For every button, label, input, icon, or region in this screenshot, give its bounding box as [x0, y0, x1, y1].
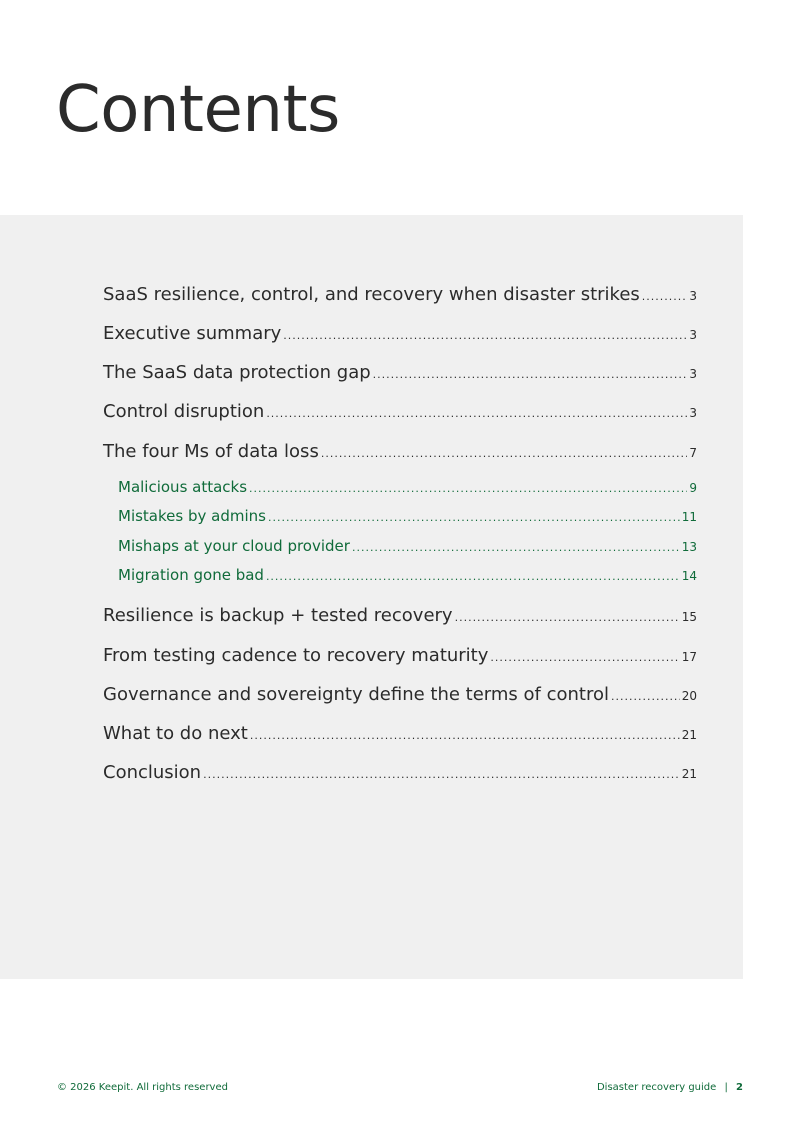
toc-entry-data-protection-gap[interactable] [103, 362, 697, 383]
toc-entry-resilience-backup[interactable] [103, 605, 697, 626]
toc-entry-page: 9 [689, 481, 697, 495]
toc-leader-dots [490, 651, 679, 664]
toc-entry-label: The SaaS data protection gap [103, 362, 371, 383]
toc-entry-page: 3 [689, 367, 697, 381]
toc-leader-dots [266, 407, 687, 420]
toc-leader-dots [373, 368, 688, 381]
toc-leader-dots [249, 482, 687, 495]
footer-guide-info [597, 1082, 743, 1093]
toc-entry-page: 21 [681, 728, 697, 742]
toc-entry-label: Malicious attacks [118, 478, 248, 496]
toc-leader-dots [266, 570, 680, 583]
toc-entry-mistakes-by-admins[interactable] [118, 507, 697, 525]
toc-entry-page: 20 [681, 689, 697, 703]
toc-entry-executive-summary[interactable] [103, 323, 697, 344]
toc-entry-label: Control disruption [103, 401, 265, 422]
toc-entry-label: What to do next [103, 723, 248, 744]
toc-entry-page: 13 [681, 540, 697, 554]
toc-leader-dots [321, 447, 688, 460]
toc-entry-saas-resilience[interactable] [103, 284, 697, 305]
toc-leader-dots [283, 329, 687, 342]
toc-entry-label: Mistakes by admins [118, 507, 266, 525]
toc-entry-label: Executive summary [103, 323, 282, 344]
toc-leader-dots [455, 611, 680, 624]
table-of-contents-panel [0, 215, 743, 979]
footer-page-number: 2 [736, 1082, 743, 1093]
toc-entry-page: 14 [681, 569, 697, 583]
toc-entry-label: Resilience is backup + tested recovery [103, 605, 453, 626]
toc-entry-label: The four Ms of data loss [103, 441, 319, 462]
toc-entry-governance-sovereignty[interactable] [103, 684, 697, 705]
toc-entry-page: 3 [689, 289, 697, 303]
toc-entry-page: 3 [689, 328, 697, 342]
toc-entry-migration-gone-bad[interactable] [118, 566, 697, 584]
toc-entry-page: 17 [681, 650, 697, 664]
toc-list [0, 215, 743, 979]
toc-leader-dots [268, 511, 680, 524]
toc-leader-dots [642, 290, 688, 303]
toc-entry-label: From testing cadence to recovery maturity [103, 645, 489, 666]
toc-entry-label: Governance and sovereignty define the terms of control [103, 684, 609, 705]
toc-entry-four-ms[interactable] [103, 441, 697, 462]
toc-entry-malicious-attacks[interactable] [118, 478, 697, 496]
toc-entry-label: Mishaps at your cloud provider [118, 537, 350, 555]
footer-separator: | [724, 1082, 728, 1093]
toc-entry-page: 7 [689, 446, 697, 460]
footer-guide-title: Disaster recovery guide [596, 1082, 717, 1093]
toc-entry-conclusion[interactable] [103, 762, 697, 783]
toc-leader-dots [611, 690, 680, 703]
toc-entry-mishaps-cloud-provider[interactable] [118, 537, 697, 555]
page-title: Contents [56, 73, 340, 147]
toc-entry-page: 11 [681, 510, 697, 524]
toc-entry-page: 21 [681, 767, 697, 781]
toc-leader-dots [203, 768, 680, 781]
toc-entry-label: Migration gone bad [118, 566, 264, 584]
toc-entry-label: SaaS resilience, control, and recovery when disaster strikes [103, 284, 640, 305]
toc-entry-page: 15 [681, 610, 697, 624]
footer-copyright: © 2026 Keepit. All rights reserved [57, 1082, 228, 1093]
toc-entry-control-disruption[interactable] [103, 401, 697, 422]
toc-leader-dots [352, 541, 680, 554]
toc-leader-dots [250, 729, 680, 742]
toc-entry-testing-cadence[interactable] [103, 645, 697, 666]
toc-entry-page: 3 [689, 406, 697, 420]
toc-entry-label: Conclusion [103, 762, 202, 783]
toc-entry-what-to-do-next[interactable] [103, 723, 697, 744]
